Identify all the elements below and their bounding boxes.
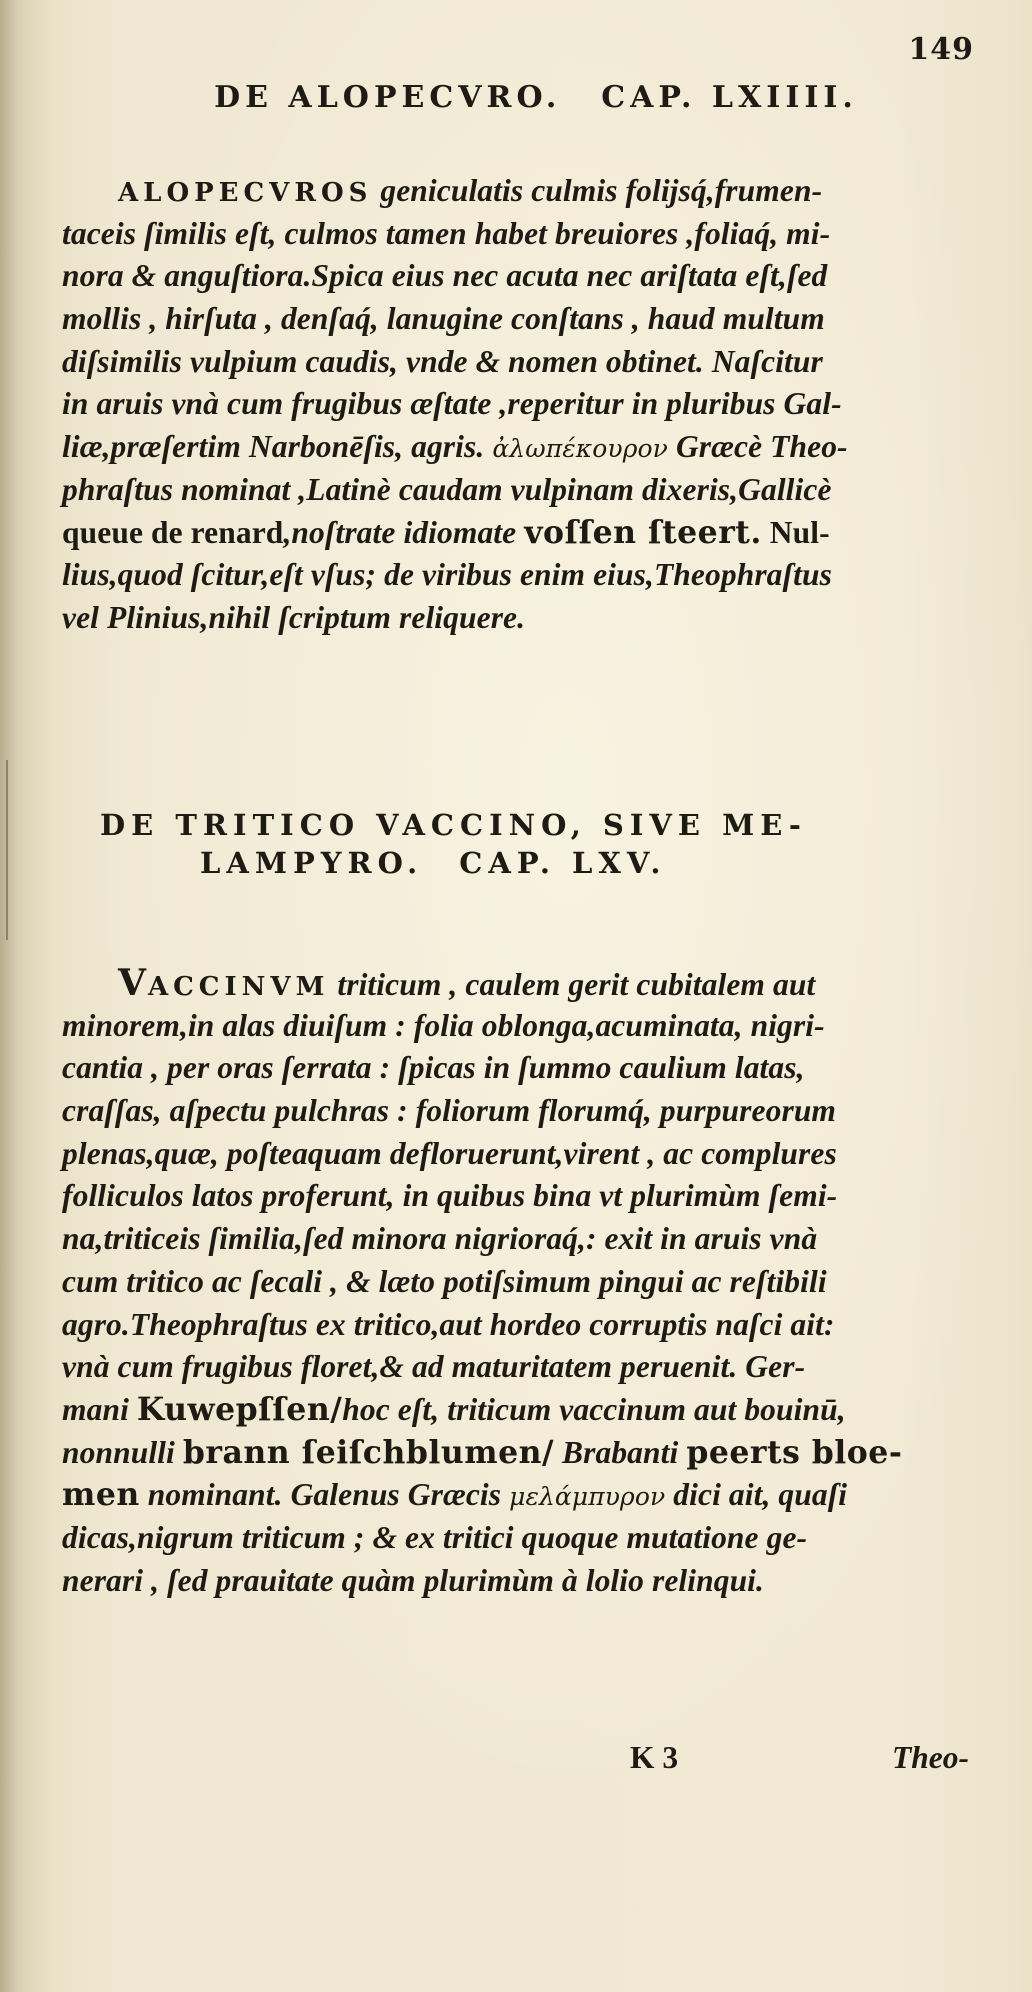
text-line: nora & anguſtiora.Spica eius nec acuta nec ariſtata eſt,ſed	[62, 258, 828, 294]
page-footer	[62, 1740, 1002, 1784]
text-line: plenas,quæ, poſteaquam defloruerunt,virent , ac complures	[62, 1135, 837, 1171]
dutch-name: peerts bloe-	[686, 1433, 903, 1471]
greek-word: μελάμπυρον	[509, 1482, 666, 1512]
running-head	[0, 80, 1032, 115]
french-name: queue de renard	[62, 514, 284, 550]
lead-word: ALOPECVROS	[118, 178, 373, 208]
text-line: in aruis vnà cum frugibus æſtate ,reperitur in pluribus Gal-	[62, 386, 842, 422]
text-line: VACCINVM triticum , caulem gerit cubitalem aut	[118, 962, 816, 1004]
text-line: lius,quod ſcitur,eſt vſus; de viribus enim eius,Theophraſtus	[62, 557, 832, 593]
section-heading-line-2: LAMPYRO. CAP. LXV.	[200, 846, 667, 880]
text-line: mani Kuwepſſen/hoc eſt, triticum vaccinum aut bouinū,	[62, 1390, 846, 1428]
text-line: minorem,in alas diuiſum : folia oblonga,acuminata, nigri-	[62, 1007, 825, 1043]
german-name: brann ſeiſchblumen/	[182, 1433, 555, 1471]
text-line: folliculos latos proferunt, in quibus bina vt plurimùm ſemi-	[62, 1178, 838, 1214]
text-line: diſsimilis vulpium caudis, vnde & nomen obtinet. Naſcitur	[62, 343, 823, 379]
text-line: vel Plinius,nihil ſcriptum reliquere.	[62, 599, 526, 635]
initial-letter: V	[118, 962, 148, 1004]
text-line: craſſas, aſpectu pulchras : foliorum florumq́, purpureorum	[62, 1093, 837, 1129]
text-line: cum tritico ac ſecali , & læto potiſsimum pingui ac reſtibili	[62, 1263, 827, 1299]
text-line: nerari , ſed prauitate quàm plurimùm à lolio relinqui.	[62, 1562, 765, 1598]
running-head-title: DE ALOPECVRO.	[214, 80, 562, 115]
section-heading	[100, 808, 1000, 880]
section-heading-line-1: DE TRITICO VACCINO, SIVE ME-	[100, 808, 807, 842]
text-line: mollis , hirſuta , denſaq́, lanugine conſtans , haud multum	[62, 301, 825, 337]
catchword: Theo-	[892, 1740, 969, 1775]
text-line: liæ,præſertim Narbonēſis, agris. ἀλωπέκουρον Græcè Theo-	[62, 429, 848, 465]
text-line: nonnulli brann ſeiſchblumen/ Brabanti peerts bloe-	[62, 1433, 903, 1471]
text-line: cantia , per oras ſerrata : ſpicas in ſummo caulium latas,	[62, 1050, 805, 1086]
signature-mark: K 3	[630, 1740, 679, 1775]
lead-word: ACCINVM	[147, 972, 330, 1002]
text-line: vnà cum frugibus floret,& ad maturitatem peruenit. Ger-	[62, 1349, 806, 1385]
page-number: 149	[908, 32, 974, 67]
chapter-alopecurus-text	[62, 170, 1002, 640]
text-line: agro.Theophraſtus ex tritico,aut hordeo corruptis naſci ait:	[62, 1306, 835, 1342]
text-line: phraſtus nominat ,Latinè caudam vulpinam dixeris,Gallicè	[62, 471, 832, 507]
text-line: taceis ſimilis eſt, culmos tamen habet breuiores ,foliaq́, mi-	[62, 215, 831, 251]
gutter-shadow	[6, 760, 8, 940]
greek-word: ἀλωπέκουρον	[492, 434, 668, 464]
text-line: men nominant. Galenus Græcis μελάμπυρον dici ait, quaſi	[62, 1476, 848, 1514]
text-line: dicas,nigrum triticum ; & ex tritici quoque mutatione ge-	[62, 1519, 808, 1555]
german-name: Kuwepſſen/	[136, 1390, 343, 1428]
text-line: queue de renard,noſtrate idiomate voſſen ſteert. Nul-	[62, 513, 830, 551]
chapter-triticum-text	[62, 962, 1002, 1602]
running-head-chapter: CAP. LXIIII.	[601, 80, 858, 115]
text-line: na,triticeis ſimilia,ſed minora nigrioraq́,: exit in aruis vnà	[62, 1221, 818, 1257]
dutch-name: voſſen ſteert.	[524, 513, 762, 551]
text-line: ALOPECVROS geniculatis culmis folijsq́,frumen-	[118, 173, 823, 208]
